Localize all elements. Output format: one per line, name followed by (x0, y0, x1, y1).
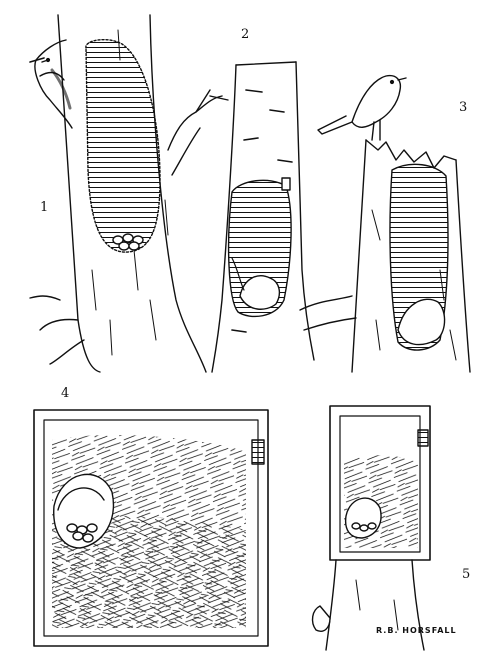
figure-4-drawing (34, 410, 268, 646)
figure-1-drawing (30, 15, 228, 372)
artist-signature: R.B. HORSFALL (376, 626, 457, 635)
figure-1-label: 1 (40, 200, 49, 215)
figure-3-label: 3 (459, 100, 468, 115)
figure-5-label: 5 (462, 567, 471, 582)
figure-2-drawing (212, 62, 356, 372)
figure-2-label: 2 (241, 27, 250, 42)
figure-4-label: 4 (61, 386, 70, 401)
figure-3-drawing (318, 76, 470, 372)
figure-5-drawing (313, 406, 430, 650)
